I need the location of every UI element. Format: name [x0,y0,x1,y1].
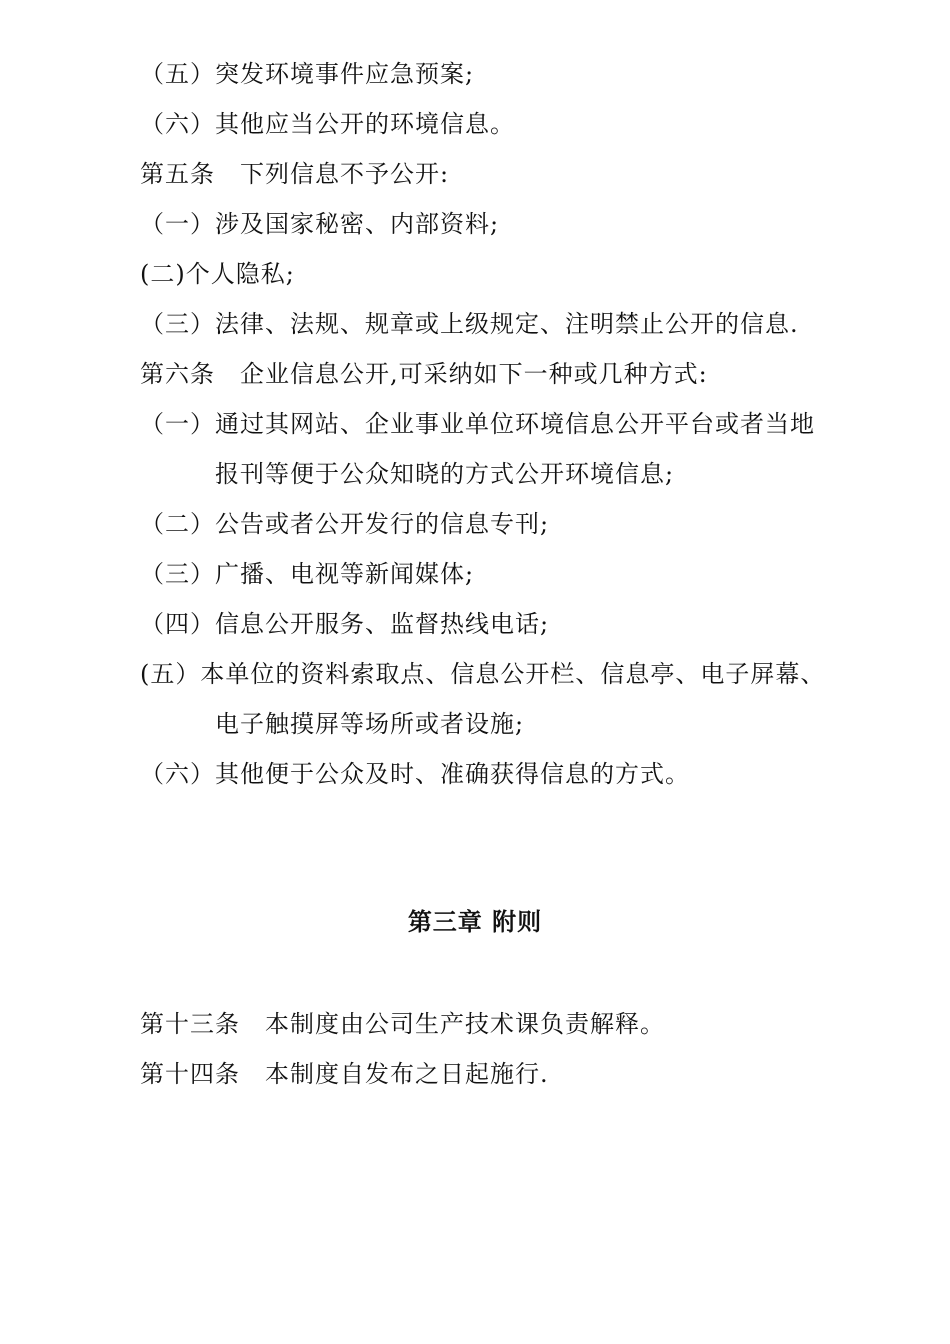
chapter-title: 第三章 附则 [407,908,543,936]
clause-line: (二)个人隐私; [140,260,295,288]
clause-line: （六）其他便于公众及时、准确获得信息的方式。 [140,760,690,788]
clause-line: （三）广播、电视等新闻媒体; [140,560,475,588]
clause-line: （三）法律、法规、规章或上级规定、注明禁止公开的信息. [140,310,799,338]
article-line: 第十四条 本制度自发布之日起施行. [140,1060,549,1088]
clause-line: （五）突发环境事件应急预案; [140,60,475,88]
clause-line: （四）信息公开服务、监督热线电话; [140,610,550,638]
clause-line: （一）通过其网站、企业事业单位环境信息公开平台或者当地 [140,410,815,438]
clause-line: （一）涉及国家秘密、内部资料; [140,210,500,238]
clause-line: （二）公告或者公开发行的信息专刊; [140,510,550,538]
article-line: 第五条 下列信息不予公开: [140,160,450,188]
clause-continuation: 报刊等便于公众知晓的方式公开环境信息; [215,460,675,488]
clause-continuation: 电子触摸屏等场所或者设施; [215,710,525,738]
clause-line: （六）其他应当公开的环境信息。 [140,110,515,138]
clause-line: (五）本单位的资料索取点、信息公开栏、信息亭、电子屏幕、 [140,660,826,688]
article-line: 第六条 企业信息公开,可采纳如下一种或几种方式: [140,360,708,388]
article-line: 第十三条 本制度由公司生产技术课负责解释。 [140,1010,665,1038]
